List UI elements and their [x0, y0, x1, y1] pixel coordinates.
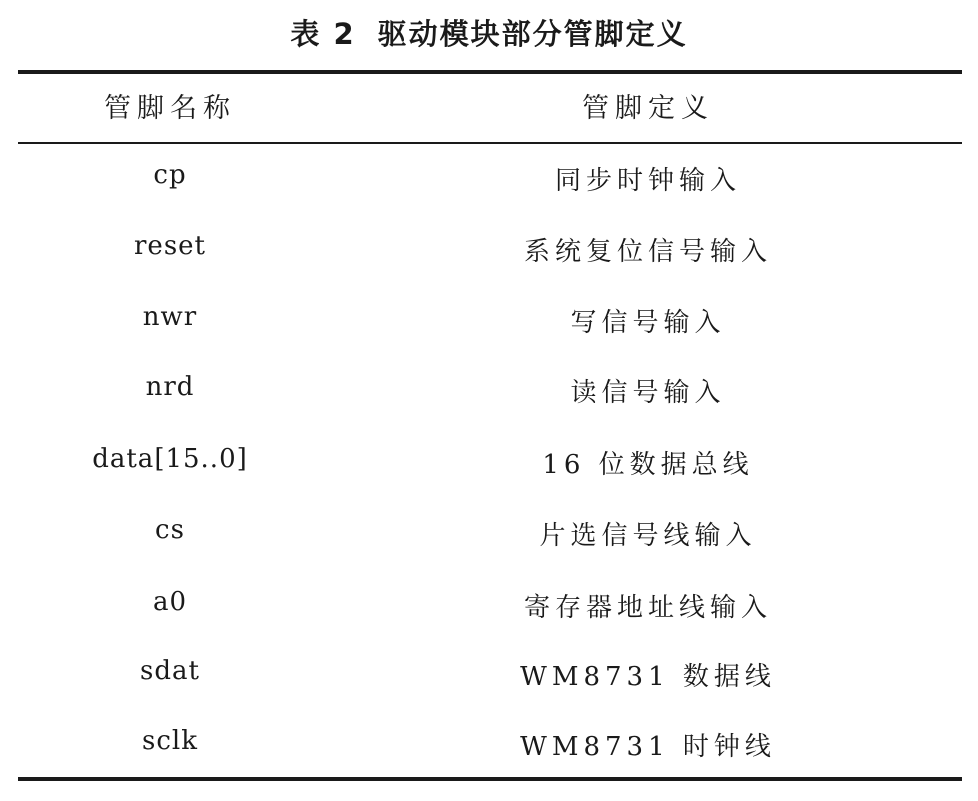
- pin-name-cell: a0: [152, 587, 188, 617]
- pin-definition-cell: 读信号输入: [570, 378, 726, 408]
- pin-definition-cell: 16 位数据总线: [542, 450, 754, 480]
- table-row: [18, 656, 962, 706]
- header-rule: [18, 142, 962, 144]
- table-row: [18, 515, 962, 565]
- table-row: [18, 372, 962, 422]
- pin-name-cell: data[15..0]: [92, 444, 248, 474]
- top-rule: [18, 70, 962, 74]
- pin-definition-cell: WM8731 数据线: [520, 662, 776, 692]
- pin-name-cell: sclk: [142, 726, 198, 756]
- pin-name-cell: nwr: [142, 302, 198, 332]
- pin-definition-cell: 写信号输入: [570, 308, 726, 338]
- table-caption: 驱动模块部分管脚定义: [377, 17, 688, 51]
- table-number: 表 2: [290, 17, 356, 51]
- pin-definition-cell: 寄存器地址线输入: [523, 593, 772, 623]
- table-row: [18, 587, 962, 637]
- table-header-row: [18, 86, 962, 130]
- pin-name-cell: cp: [153, 160, 187, 190]
- header-pin-definition: 管脚定义: [582, 93, 714, 124]
- table-row: [18, 160, 962, 210]
- pin-name-cell: reset: [134, 231, 206, 261]
- pin-name-cell: cs: [155, 515, 185, 545]
- header-pin-name: 管脚名称: [104, 93, 236, 124]
- pin-definition-cell: 同步时钟输入: [554, 166, 741, 196]
- pin-definition-cell: 系统复位信号输入: [523, 237, 772, 267]
- bottom-rule: [18, 777, 962, 781]
- table-row: [18, 726, 962, 776]
- pin-definition-cell: 片选信号线输入: [539, 521, 757, 551]
- pin-definition-cell: WM8731 时钟线: [520, 732, 776, 762]
- table-row: [18, 302, 962, 352]
- table-row: [18, 444, 962, 494]
- table-row: [18, 231, 962, 281]
- pin-name-cell: nrd: [145, 372, 195, 402]
- pin-name-cell: sdat: [140, 656, 200, 686]
- table-title: [0, 12, 978, 53]
